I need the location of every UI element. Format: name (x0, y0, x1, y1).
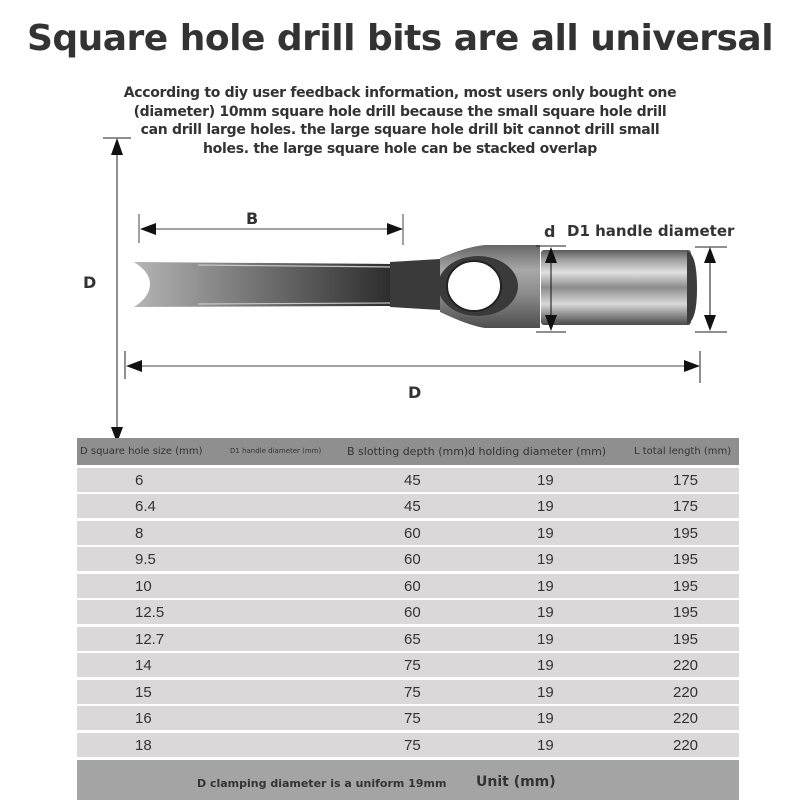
table-row (77, 468, 739, 492)
intro-paragraph: According to diy user feedback information, most users only bought one (diameter) 10mm square hole drill because the small square hole drill can drill large holes. the large square hole drill bit cannot drill small holes. the large square hole can be stacked overlap (123, 85, 677, 157)
label-b: B (246, 209, 259, 228)
cell-length: 220 (673, 683, 699, 701)
cell-size: 15 (135, 683, 152, 701)
cell-holding: 19 (537, 710, 554, 727)
table-header (77, 438, 739, 465)
table-row (77, 733, 739, 757)
table-row (77, 600, 739, 624)
cell-size: 6 (135, 471, 144, 489)
header-total-length: L total length (mm) (634, 446, 732, 457)
cell-length: 195 (673, 577, 699, 595)
cell-size: 9.5 (135, 551, 156, 568)
cell-holding: 19 (537, 630, 554, 648)
cell-length: 195 (673, 551, 699, 568)
page-title: Square hole drill bits are all universal (26, 18, 774, 59)
table-row (77, 680, 739, 704)
d-bottom-dimension (125, 351, 700, 383)
unit-label: Unit (mm) (476, 773, 556, 790)
header-handle-diameter: D1 handle diameter (mm) (230, 447, 322, 455)
table-row (77, 547, 739, 571)
cell-holding: 19 (537, 471, 554, 489)
label-d1-handle-diameter: D1 handle diameter (567, 222, 735, 240)
header-square-hole-size: D square hole size (mm) (80, 446, 203, 457)
table-row (77, 494, 739, 518)
drill-bit-image (134, 245, 697, 328)
cell-depth: 45 (404, 471, 421, 489)
cell-depth: 60 (404, 524, 421, 542)
table-row (77, 521, 739, 545)
cell-length: 220 (673, 657, 699, 674)
cell-depth: 75 (404, 710, 421, 727)
cell-size: 6.4 (135, 498, 156, 515)
cell-depth: 65 (404, 630, 421, 648)
specification-table (77, 438, 739, 800)
cell-length: 175 (673, 498, 699, 515)
b-dimension (139, 214, 403, 245)
table-row (77, 574, 739, 598)
cell-length: 195 (673, 604, 699, 621)
header-holding-diameter: d holding diameter (mm) (468, 445, 607, 458)
clamping-diameter-note: D clamping diameter is a uniform 19mm (197, 776, 447, 790)
cell-length: 195 (673, 630, 699, 648)
cell-length: 175 (673, 471, 699, 489)
table-row (77, 627, 739, 651)
cell-depth: 60 (404, 577, 421, 595)
cell-depth: 75 (404, 683, 421, 701)
cell-size: 10 (135, 577, 152, 595)
cell-depth: 60 (404, 551, 421, 568)
cell-holding: 19 (537, 683, 554, 701)
table-row (77, 653, 739, 677)
cell-holding: 19 (537, 657, 554, 674)
d1-handle-dimension (695, 247, 727, 332)
cell-holding: 19 (537, 736, 554, 754)
cell-holding: 19 (537, 577, 554, 595)
cell-size: 12.5 (135, 604, 165, 621)
cell-depth: 75 (404, 736, 421, 754)
label-d-left: D (83, 273, 97, 292)
header-slotting-depth: B slotting depth (mm) (347, 445, 469, 458)
label-small-d: d (544, 222, 556, 241)
cell-size: 16 (135, 710, 152, 727)
cell-depth: 60 (404, 604, 421, 621)
cell-length: 195 (673, 524, 699, 542)
cell-size: 18 (135, 736, 152, 754)
cell-holding: 19 (537, 498, 554, 515)
cell-size: 8 (135, 524, 144, 542)
cell-holding: 19 (537, 604, 554, 621)
table-footer (77, 760, 739, 800)
cell-size: 12.7 (135, 630, 165, 648)
table-row (77, 706, 739, 730)
label-d-bottom: D (408, 383, 422, 402)
cell-holding: 19 (537, 551, 554, 568)
cell-depth: 45 (404, 498, 421, 515)
cell-length: 220 (673, 736, 699, 754)
cell-holding: 19 (537, 524, 554, 542)
d-left-dimension (103, 138, 131, 443)
cell-depth: 75 (404, 657, 421, 674)
cell-size: 14 (135, 657, 152, 674)
cell-length: 220 (673, 710, 699, 727)
